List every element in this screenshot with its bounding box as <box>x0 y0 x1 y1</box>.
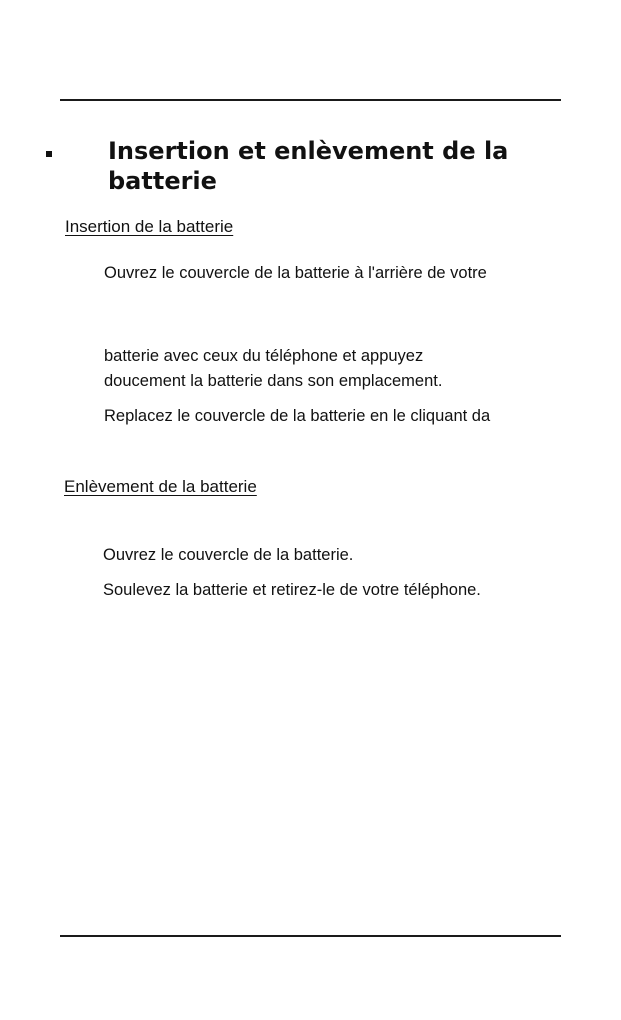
bottom-divider <box>60 935 561 937</box>
insertion-step-line: batterie avec ceux du téléphone et appuyez <box>104 347 424 365</box>
removal-heading: Enlèvement de la batterie <box>64 477 257 496</box>
insertion-step-line: Replacez le couvercle de la batterie en le cliquant da <box>104 407 491 425</box>
section-bullet-icon <box>46 151 52 157</box>
section-title: Insertion et enlèvement de la batterie <box>108 137 509 195</box>
top-divider <box>60 99 561 101</box>
insertion-heading: Insertion de la batterie <box>65 217 234 236</box>
insertion-step-line: doucement la batterie dans son emplacement. <box>104 372 443 390</box>
removal-step-line: Soulevez la batterie et retirez-le de votre téléphone. <box>103 581 481 599</box>
insertion-step-line: Ouvrez le couvercle de la batterie à l'arrière de votre <box>104 264 487 282</box>
removal-step-line: Ouvrez le couvercle de la batterie. <box>103 546 354 564</box>
